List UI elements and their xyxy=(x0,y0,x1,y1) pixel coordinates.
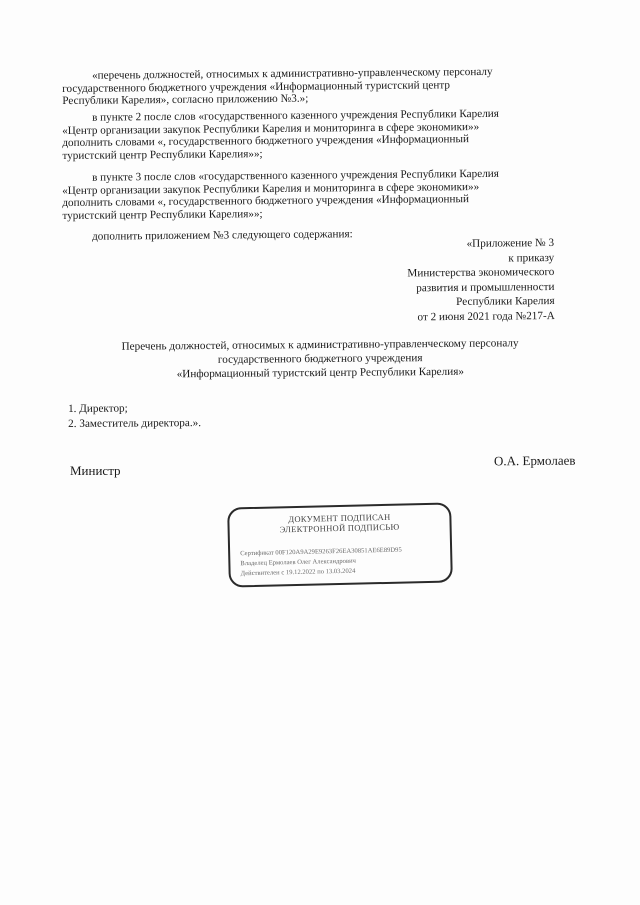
appendix-line: «Приложение № 3 xyxy=(466,236,555,250)
appendix-line: от 2 июня 2021 года №217-А xyxy=(417,309,555,324)
text-line: «Центр организации закупок Республики Карелия и мониторинга в сфере экономики»» xyxy=(62,180,480,197)
text-line: дополнить приложением №3 следующего содержания: xyxy=(91,228,353,243)
text-line: дополнить словами «, государственного бюджетного учреждения «Информационный xyxy=(62,193,470,210)
list-title-line: Перечень должностей, относимых к административно-управленческому персоналу xyxy=(121,337,519,353)
stamp-title-line: ЭЛЕКТРОННОЙ ПОДПИСЬЮ xyxy=(279,521,400,535)
stamp-validity: Действителен с 19.12.2022 по 13.03.2024 xyxy=(240,567,356,578)
signatory-name: О.А. Ермолаев xyxy=(493,452,576,469)
paragraph-3 xyxy=(62,167,560,222)
text-line: дополнить словами «, государственного бюджетного учреждения «Информационный xyxy=(62,133,470,150)
list-title xyxy=(70,336,570,382)
list-title-line: «Информационный туристский центр Республики Карелия» xyxy=(176,365,464,381)
text-line: Республики Карелия», согласно приложению №3.»; xyxy=(62,92,309,108)
text-line: в пункте 2 после слов «государственного казенного учреждения Республики Карелия xyxy=(91,107,499,124)
appendix-line: к приказу xyxy=(508,251,555,265)
list-item: 2. Заместитель директора.». xyxy=(68,416,202,430)
stamp-certificate: Сертификат 00F120A9A29E9263F26EA30851AE6E89D95 xyxy=(240,546,402,558)
appendix-line: Республики Карелия xyxy=(456,295,555,309)
paragraph-1 xyxy=(62,65,560,108)
positions-list xyxy=(68,401,201,431)
text-line: государственного бюджетного учреждения «Информационный туристский центр xyxy=(62,78,451,95)
text-line: «перечень должностей, относимых к административно-управленческому персоналу xyxy=(91,65,493,82)
text-line: в пункте 3 после слов «государственного казенного учреждения Республики Карелия xyxy=(91,167,499,184)
stamp-owner: Владелец Ермолаев Олег Александрович xyxy=(240,557,356,568)
stamp-title xyxy=(229,511,449,536)
list-title-line: государственного бюджетного учреждения xyxy=(217,352,423,366)
stamp-title-line: ДОКУМЕНТ ПОДПИСАН xyxy=(288,511,391,525)
text-line: «Центр организации закупок Республики Карелия и мониторинга в сфере экономики»» xyxy=(62,120,480,137)
appendix-line: развития и промышленности xyxy=(416,280,555,295)
text-line: туристский центр Республики Карелия»»; xyxy=(62,147,263,162)
appendix-header xyxy=(407,236,555,325)
text-line: туристский центр Республики Карелия»»; xyxy=(62,207,263,222)
paragraph-2 xyxy=(62,107,560,162)
signatory-title: Министр xyxy=(70,463,121,478)
electronic-signature-stamp xyxy=(227,502,453,587)
list-item: 1. Директор; xyxy=(68,402,128,415)
appendix-line: Министерства экономического xyxy=(407,266,555,280)
stamp-details xyxy=(240,545,447,580)
